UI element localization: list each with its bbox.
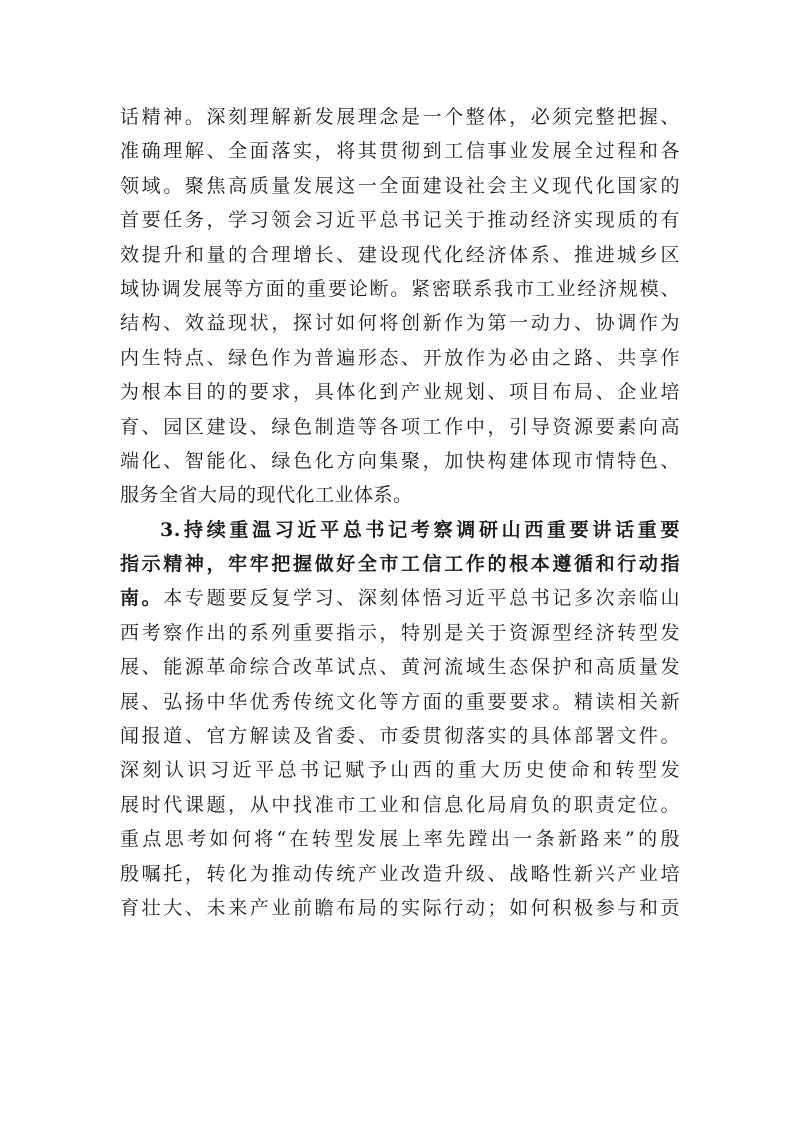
text-line-rest: 本专题要反复学习、深刻体悟习近平总书记多次亲临山 [163, 587, 680, 610]
text-line: 准确理解、全面落实，将其贯彻到工信事业发展全过程和各 [120, 140, 680, 163]
section-heading-line: 指示精神，牢牢把握做好全市工信工作的根本遵循和行动指 [120, 553, 680, 576]
section-heading-end: 南。 [120, 587, 164, 610]
text-line: 内生特点、绿色作为普遍形态、开放作为必由之路、共享作 [120, 346, 680, 369]
text-line: 端化、智能化、绿色化方向集聚，加快构建体现市情特色、 [120, 449, 680, 472]
text-line: 话精神。深刻理解新发展理念是一个整体，必须完整把握、 [120, 106, 680, 128]
document-page [120, 100, 680, 925]
text-line: 闻报道、官方解读及省委、市委贯彻落实的具体部署文件。 [120, 725, 680, 748]
text-line: 服务全省大局的现代化工业体系。 [120, 484, 413, 507]
text-line: 育壮大、未来产业前瞻布局的实际行动；如何积极参与和贡 [120, 896, 680, 919]
text-line: 首要任务，学习领会习近平总书记关于推动经济实现质的有 [120, 209, 680, 232]
text-line: 深刻认识习近平总书记赋予山西的重大历史使命和转型发 [120, 759, 680, 782]
text-line: 展、弘扬中华优秀传统文化等方面的重要要求。精读相关新 [120, 690, 680, 713]
text-line: 西考察作出的系列重要指示，特别是关于资源型经济转型发 [120, 621, 680, 644]
text-line: 展、能源革命综合改革试点、黄河流域生态保护和高质量发 [120, 656, 680, 679]
text-line: 域协调发展等方面的重要论断。紧密联系我市工业经济规模、 [120, 277, 680, 300]
text-line: 展时代课题，从中找准市工业和信息化局肩负的职责定位。 [120, 793, 680, 816]
text-line: 育、园区建设、绿色制造等各项工作中，引导资源要素向高 [120, 415, 680, 438]
section-heading-line: 3.持续重温习近平总书记考察调研山西重要讲话重要 [160, 518, 680, 541]
text-line: 领域。聚焦高质量发展这一全面建设社会主义现代化国家的 [120, 174, 680, 197]
paragraph-2 [120, 513, 680, 926]
text-line: 效提升和量的合理增长、建设现代化经济体系、推进城乡区 [120, 243, 680, 266]
text-line [120, 581, 680, 615]
text-line: 重点思考如何将“在转型发展上率先蹚出一条新路来”的殷 [120, 828, 680, 851]
text-line: 为根本目的的要求，具体化到产业规划、项目布局、企业培 [120, 381, 680, 404]
paragraph-1 [120, 100, 680, 513]
text-line: 殷嘱托，转化为推动传统产业改造升级、战略性新兴产业培 [120, 862, 680, 885]
text-line: 结构、效益现状，探讨如何将创新作为第一动力、协调作为 [120, 312, 680, 335]
